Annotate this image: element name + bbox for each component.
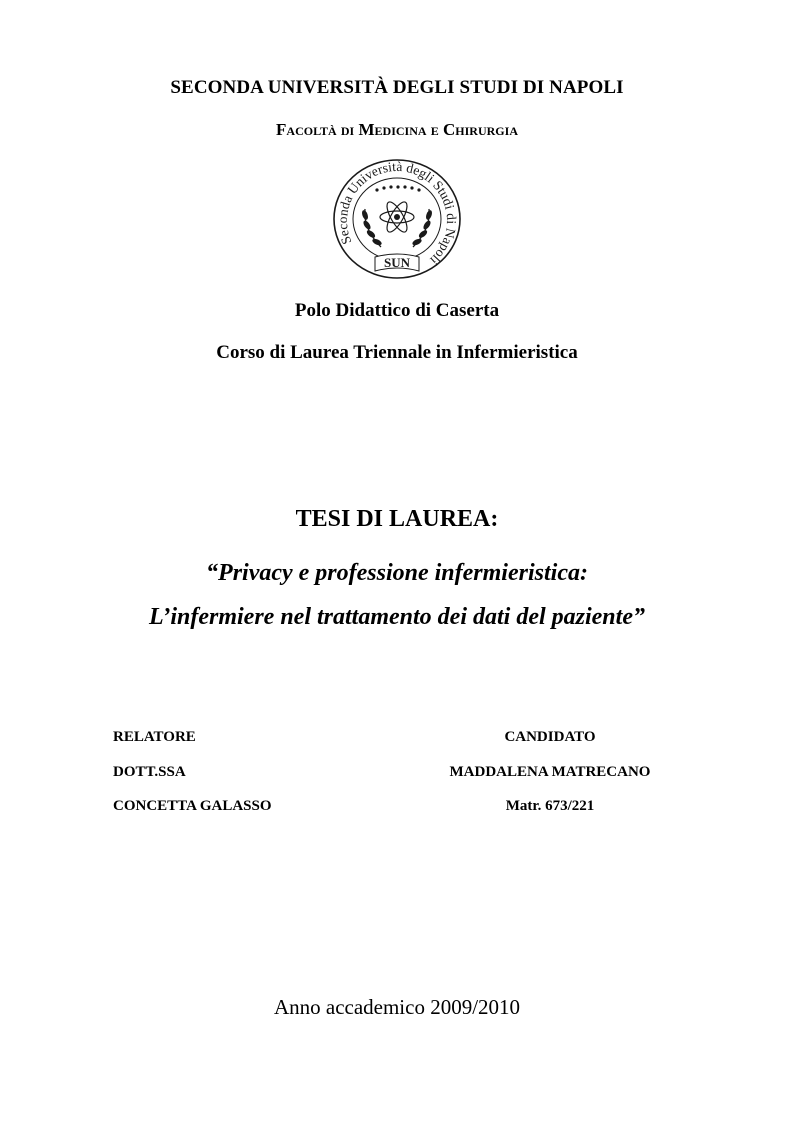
course-name: Corso di Laurea Triennale in Infermieristica [216, 342, 578, 363]
academic-year: Anno accademico 2009/2010 [273, 995, 521, 1019]
thesis-heading: TESI DI LAUREA: [295, 506, 499, 532]
thesis-title-line-1: “Privacy e professione infermieristica: [206, 560, 588, 586]
candidato-matricola: Matr. 673/221 [505, 798, 595, 814]
svg-text:SUN: SUN [383, 255, 411, 270]
candidato-name: MADDALENA MATRECANO [449, 764, 651, 780]
university-seal-icon [331, 157, 463, 281]
svg-text:Seconda Università degli Studi: Seconda Università degli Studi di Napoli [334, 158, 460, 269]
polo-didattico: Polo Didattico di Caserta [294, 300, 500, 321]
candidato-label: CANDIDATO [504, 729, 596, 745]
university-name: SECONDA UNIVERSITÀ DEGLI STUDI DI NAPOLI [170, 77, 624, 98]
faculty-name: Facoltà di Medicina e Chirurgia [276, 120, 518, 139]
relatore-label: RELATORE [113, 729, 196, 745]
thesis-title-line-2: L’infermiere nel trattamento dei dati del paziente” [149, 604, 645, 630]
relatore-name: CONCETTA GALASSO [113, 798, 272, 814]
relatore-title: DOTT.SSA [113, 764, 186, 780]
